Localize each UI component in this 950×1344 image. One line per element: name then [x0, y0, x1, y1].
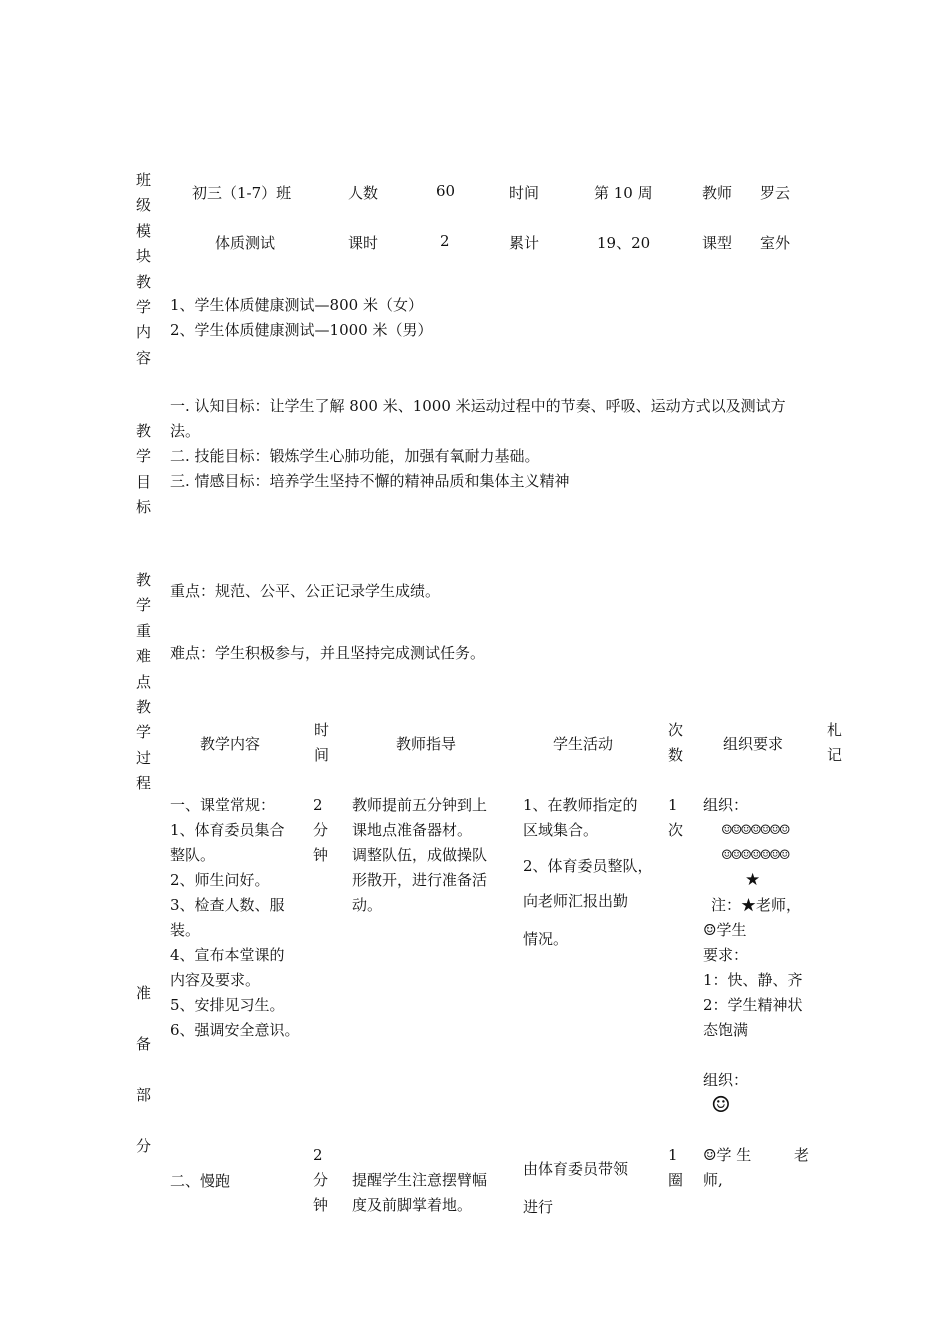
row1-content-line: 内容及要求。	[170, 971, 261, 989]
side-char: 学	[136, 723, 152, 742]
requirement-line: 2：学生精神状	[703, 996, 803, 1014]
org-label: 组织：	[703, 796, 749, 814]
side-char: 学	[136, 596, 152, 615]
row1-student-line: 情况。	[523, 930, 569, 948]
row2-content: 二、慢跑	[170, 1172, 231, 1190]
header-char: 时	[314, 721, 330, 739]
header-content: 教学内容	[200, 735, 261, 753]
row2-org-a: ☺学 生	[703, 1146, 752, 1164]
row2-student-line: 进行	[523, 1198, 554, 1216]
row2-teacher-line: 提醒学生注意摆臂幅	[352, 1171, 488, 1189]
type-label: 课型	[702, 234, 733, 252]
row2-student	[523, 1150, 628, 1226]
row2-time-char: 2	[313, 1146, 323, 1164]
teaching-objectives	[170, 394, 786, 494]
row1-times	[668, 793, 683, 843]
side-label-key-points-process	[136, 568, 151, 797]
hours-value: 2	[440, 232, 450, 250]
objective-line: 法。	[170, 422, 201, 440]
row1-student-line: 2、体育委员整队，	[523, 857, 653, 875]
row1-teacher-line: 动。	[352, 896, 383, 914]
row2-org-b: 老	[794, 1146, 810, 1164]
row2-org-c: 师,	[703, 1171, 723, 1189]
row1-teacher-line: 调整队伍，成做操队	[352, 846, 488, 864]
star-icon: ★	[745, 870, 761, 890]
side-label-objectives	[136, 419, 151, 521]
side-char: 分	[136, 1137, 152, 1155]
row1-student-line: 向老师汇报出勤	[523, 892, 629, 910]
row2-time-char: 分	[313, 1171, 329, 1189]
side-char: 块	[136, 247, 152, 266]
row1-content-line: 2、师生问好。	[170, 871, 270, 889]
row2-times	[668, 1143, 683, 1193]
row1-content-line: 5、安排见习生。	[170, 996, 285, 1014]
side-char: 学	[136, 447, 152, 466]
row1-content-line: 4、宣布本堂课的	[170, 946, 285, 964]
objective-line: 二. 技能目标：锻炼学生心肺功能，加强有氧耐力基础。	[170, 447, 540, 465]
row1-student-line: 1、在教师指定的	[523, 796, 638, 814]
type-value: 室外	[760, 234, 791, 252]
total-label: 累计	[509, 234, 540, 252]
formation-row: ☺☺☺☺☺☺☺	[721, 848, 789, 863]
row1-content-line: 一、课堂常规：	[170, 796, 276, 814]
teacher-label: 教师	[702, 184, 733, 202]
side-char: 模	[136, 221, 152, 240]
count-value: 60	[436, 182, 456, 200]
side-char: 过	[136, 748, 152, 767]
row1-teacher	[352, 793, 487, 918]
header-char: 记	[827, 746, 843, 764]
side-char: 班	[136, 171, 152, 189]
header-teacher: 教师指导	[396, 735, 457, 753]
row1-content-line: 整队。	[170, 846, 216, 864]
header-org: 组织要求	[723, 735, 784, 753]
header-notes	[827, 718, 842, 768]
header-time	[314, 718, 329, 768]
row2-times-char: 1	[668, 1146, 678, 1164]
header-char: 数	[668, 746, 684, 764]
row1-student-line: 区域集合。	[523, 821, 599, 839]
side-char: 容	[136, 348, 152, 367]
side-char: 备	[136, 1035, 152, 1053]
side-char: 教	[136, 571, 152, 589]
side-char: 教	[136, 422, 152, 440]
row1-content-line: 3、检查人数、服	[170, 896, 285, 914]
side-char: 教	[136, 272, 152, 291]
row1-student	[523, 793, 653, 958]
spacer	[703, 1043, 803, 1068]
side-char: 部	[136, 1086, 152, 1104]
side-char: 级	[136, 196, 152, 215]
side-label-class-module-content	[136, 168, 151, 371]
side-char: 准	[136, 984, 152, 1002]
row1-time-char: 2	[313, 796, 323, 814]
row1-teacher-line: 教师提前五分钟到上	[352, 796, 488, 814]
header-student: 学生活动	[553, 735, 614, 753]
formation-row: ☺☺☺☺☺☺☺	[721, 823, 789, 838]
teaching-content	[170, 293, 433, 343]
count-label: 人数	[348, 184, 379, 202]
key-point: 重点：规范、公平、公正记录学生成绩。	[170, 582, 441, 600]
side-char: 重	[136, 621, 152, 640]
row2-teacher	[352, 1168, 487, 1218]
row1-content-line: 装。	[170, 921, 201, 939]
total-value: 19、20	[597, 234, 651, 252]
difficult-point: 难点：学生积极参与，并且坚持完成测试任务。	[170, 644, 486, 662]
row1-content-line: 6、强调安全意识。	[170, 1021, 300, 1039]
side-char: 教	[136, 698, 152, 717]
legend-student: ☺学生	[703, 921, 747, 939]
row2-student-line: 由体育委员带领	[523, 1160, 629, 1178]
side-char: 内	[136, 323, 152, 342]
row1-time-char: 钟	[313, 846, 329, 864]
side-char: 标	[136, 498, 152, 517]
row2-teacher-line: 度及前脚掌着地。	[352, 1196, 473, 1214]
row1-teacher-line: 课地点准备器材。	[352, 821, 473, 839]
time-label: 时间	[509, 184, 540, 202]
time-value: 第 10 周	[594, 184, 653, 202]
header-char: 次	[668, 721, 684, 739]
side-char: 程	[136, 774, 152, 793]
row1-time-char: 分	[313, 821, 329, 839]
side-char: 点	[136, 672, 152, 691]
side-char: 学	[136, 298, 152, 317]
requirement-label: 要求：	[703, 946, 749, 964]
row1-content-line: 1、体育委员集合	[170, 821, 285, 839]
header-times	[668, 718, 683, 768]
row2-time-char: 钟	[313, 1196, 329, 1214]
side-char: 难	[136, 647, 152, 666]
hours-label: 课时	[348, 234, 379, 252]
legend-note: 注：★老师，	[711, 896, 802, 914]
objective-line: 三. 情感目标：培养学生坚持不懈的精神品质和集体主义精神	[170, 472, 570, 490]
row1-times-char: 1	[668, 796, 678, 814]
row1-org	[703, 793, 803, 1119]
side-char: 目	[136, 472, 152, 491]
org-label: 组织：	[703, 1071, 749, 1089]
row1-times-char: 次	[668, 821, 684, 839]
header-char: 间	[314, 746, 330, 764]
requirement-line: 1：快、静、齐	[703, 971, 803, 989]
row2-times-char: 圈	[668, 1171, 684, 1189]
side-label-prep-section	[136, 968, 151, 1172]
content-line: 2、学生体质健康测试—1000 米（男）	[170, 321, 433, 339]
header-char: 札	[827, 721, 843, 739]
teacher-value: 罗云	[760, 184, 791, 202]
row1-content	[170, 793, 300, 1043]
class-value: 初三（1-7）班	[192, 184, 292, 202]
module-value: 体质测试	[215, 234, 276, 252]
content-line: 1、学生体质健康测试—800 米（女）	[170, 296, 423, 314]
row1-time	[313, 793, 328, 868]
row1-teacher-line: 形散开，进行准备活	[352, 871, 488, 889]
circle-formation-icon: ☺	[711, 1093, 731, 1118]
requirement-line: 态饱满	[703, 1021, 749, 1039]
row2-time	[313, 1143, 328, 1218]
objective-line: 一. 认知目标：让学生了解 800 米、1000 米运动过程中的节奏、呼吸、运动方式以及测试方	[170, 397, 786, 415]
